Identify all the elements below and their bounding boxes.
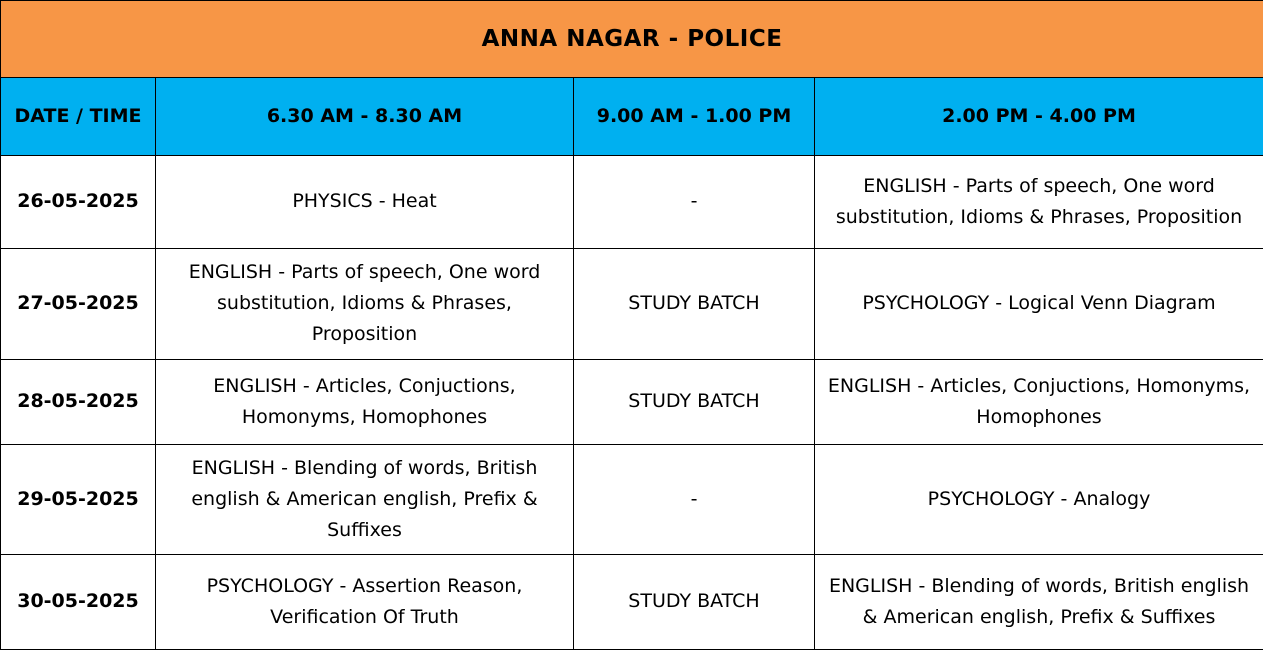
slot-midday-cell: STUDY BATCH [574,554,815,650]
date-cell: 29-05-2025 [1,445,156,555]
slot-midday-cell: STUDY BATCH [574,249,815,360]
slot-afternoon-cell: PSYCHOLOGY - Logical Venn Diagram [815,249,1263,360]
table-row [1,554,1263,650]
table-row [1,445,1263,555]
table-row [1,359,1263,444]
slot-midday-cell: - [574,155,815,248]
table-title: ANNA NAGAR - POLICE [1,1,1263,78]
slot-midday-cell: - [574,445,815,555]
slot-morning-cell: PHYSICS - Heat [156,155,574,248]
slot-morning-cell: PSYCHOLOGY - Assertion Reason, Verification Of Truth [156,554,574,650]
slot-afternoon-cell: ENGLISH - Blending of words, British english & American english, Prefix & Suffixes [815,554,1263,650]
header-slot-midday: 9.00 AM - 1.00 PM [574,78,815,155]
table-row [1,249,1263,360]
slot-midday-cell: STUDY BATCH [574,359,815,444]
slot-morning-cell: ENGLISH - Articles, Conjuctions, Homonyms, Homophones [156,359,574,444]
date-cell: 26-05-2025 [1,155,156,248]
date-cell: 30-05-2025 [1,554,156,650]
slot-afternoon-cell: ENGLISH - Articles, Conjuctions, Homonyms, Homophones [815,359,1263,444]
header-date-time: DATE / TIME [1,78,156,155]
date-cell: 27-05-2025 [1,249,156,360]
table-row [1,155,1263,248]
date-cell: 28-05-2025 [1,359,156,444]
slot-afternoon-cell: PSYCHOLOGY - Analogy [815,445,1263,555]
slot-morning-cell: ENGLISH - Parts of speech, One word substitution, Idioms & Phrases, Proposition [156,249,574,360]
title-row [1,1,1263,78]
slot-morning-cell: ENGLISH - Blending of words, British english & American english, Prefix & Suffixes [156,445,574,555]
header-slot-morning: 6.30 AM - 8.30 AM [156,78,574,155]
header-slot-afternoon: 2.00 PM - 4.00 PM [815,78,1263,155]
header-row [1,78,1263,155]
slot-afternoon-cell: ENGLISH - Parts of speech, One word substitution, Idioms & Phrases, Proposition [815,155,1263,248]
